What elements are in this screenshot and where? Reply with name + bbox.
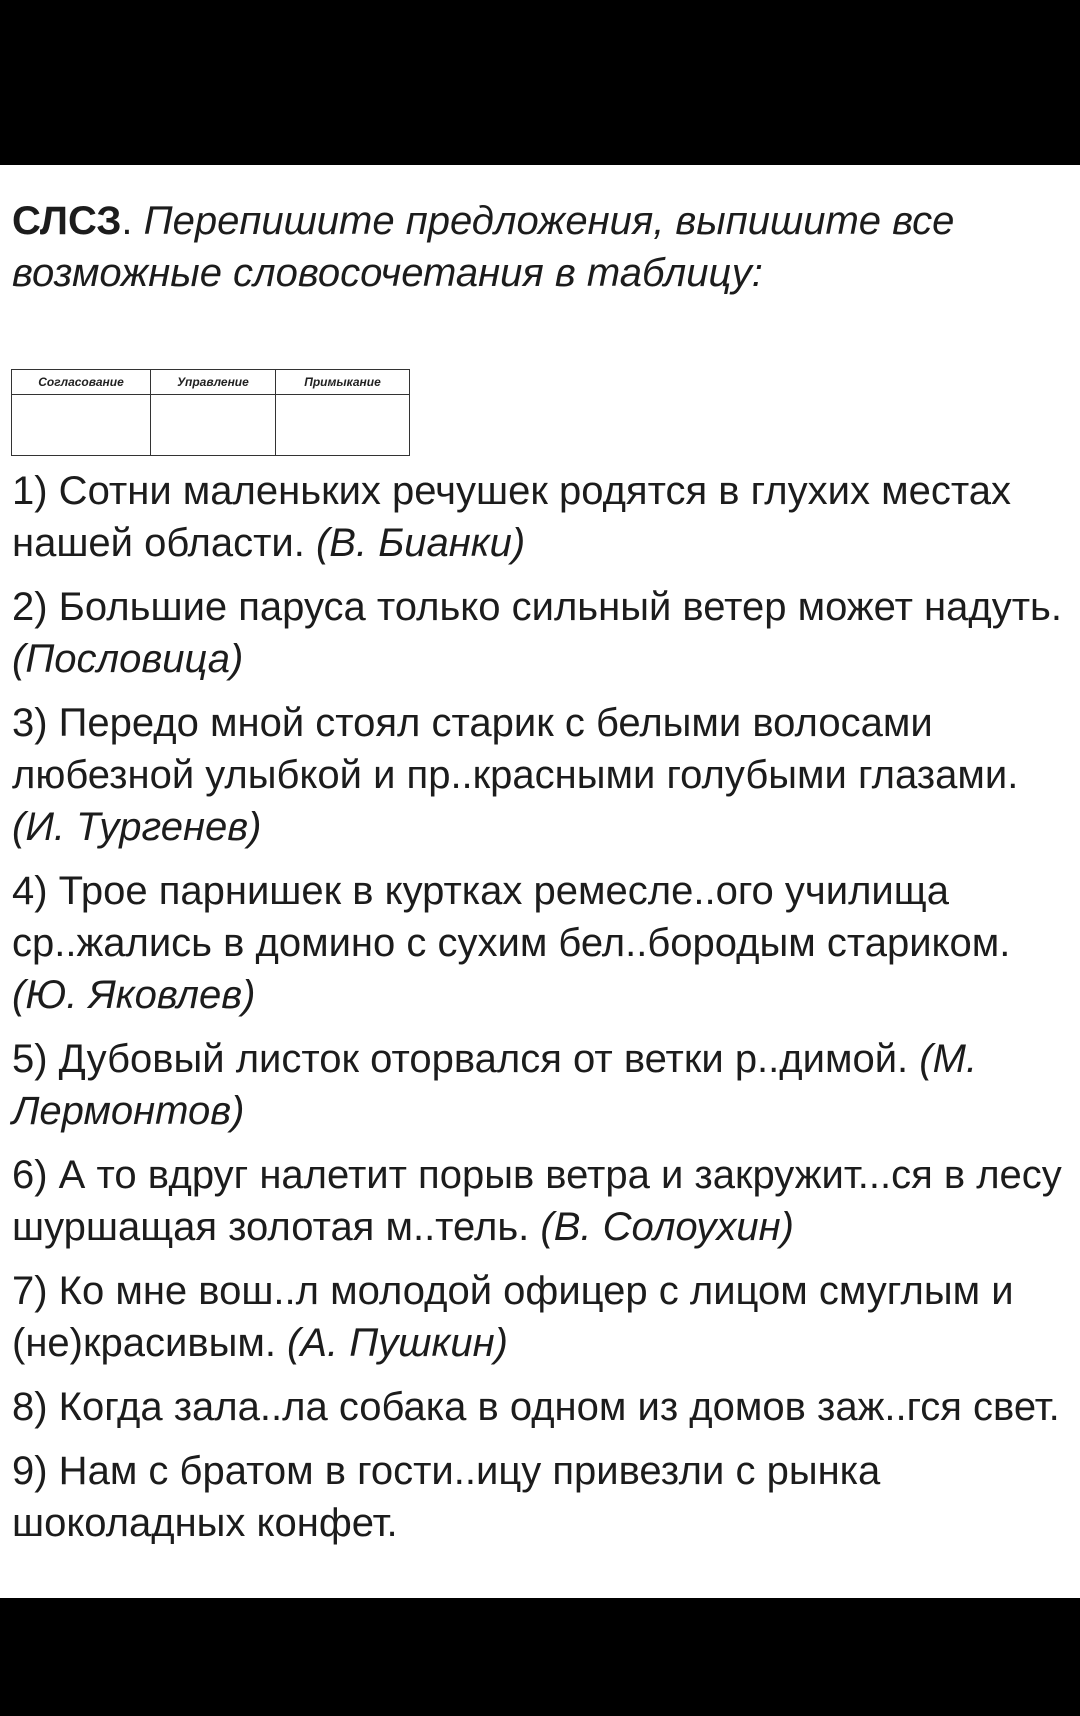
cell-agreement — [12, 395, 151, 456]
document-page — [0, 165, 1080, 1598]
task-heading — [12, 195, 1062, 299]
sentence-author: (В. Солоухин) — [540, 1205, 794, 1249]
sentence-3 — [12, 697, 1070, 853]
table-row — [12, 395, 410, 456]
cell-adjunction — [276, 395, 410, 456]
sentence-text: 9) Нам с братом в гости..ицу привезли с рынка шоколадных конфет. — [12, 1449, 881, 1545]
task-code: СЛСЗ — [12, 199, 122, 243]
sentence-text: 7) Ко мне вош..л молодой офицер с лицом смуглым и (не)красивым. — [12, 1269, 1014, 1365]
sentence-6 — [12, 1149, 1070, 1253]
header-agreement: Согласование — [12, 370, 151, 395]
sentence-text: 4) Трое парнишек в куртках ремесле..ого училища ср..жались в домино с сухим бел..бородым стариком. — [12, 869, 1011, 965]
sentence-author: (А. Пушкин) — [287, 1321, 508, 1365]
cell-government — [151, 395, 276, 456]
sentence-author: (Ю. Яковлев) — [12, 973, 256, 1017]
sentence-text: 3) Передо мной стоял старик с белыми волосами любезной улыбкой и пр..красными голубыми глазами. — [12, 701, 1019, 797]
sentence-author: (М. Лермонтов) — [12, 1037, 978, 1133]
header-government: Управление — [151, 370, 276, 395]
header-adjunction: Примыкание — [276, 370, 410, 395]
sentence-text: 6) А то вдруг налетит порыв ветра и закружит...ся в лесу шуршащая золотая м..тель. — [12, 1153, 1062, 1249]
sentence-text: 1) Сотни маленьких речушек родятся в глухих местах нашей области. — [12, 469, 1011, 565]
bottom-black-bar — [0, 1598, 1080, 1716]
sentence-5 — [12, 1033, 1070, 1137]
sentence-author: (И. Тургенев) — [12, 805, 262, 849]
sentence-2 — [12, 581, 1070, 685]
sentence-8 — [12, 1381, 1070, 1433]
sentence-9 — [12, 1445, 1070, 1549]
sentence-1 — [12, 465, 1070, 569]
sentence-4 — [12, 865, 1070, 1021]
sentence-text: 2) Большие паруса только сильный ветер может надуть. — [12, 585, 1062, 629]
sentence-author: (В. Бианки) — [315, 521, 526, 565]
table-header-row — [12, 370, 410, 395]
sentence-text: 8) Когда зала..ла собака в одном из домов заж..гся свет. — [12, 1385, 1060, 1429]
sentence-text: 5) Дубовый листок оторвался от ветки р..димой. — [12, 1037, 920, 1081]
answer-table — [11, 369, 410, 456]
task-separator: . — [121, 199, 144, 243]
sentence-7 — [12, 1265, 1070, 1369]
sentence-author: (Пословица) — [12, 637, 244, 681]
sentence-list — [12, 465, 1070, 1561]
task-instruction: Перепишите предложения, выпишите все возможные словосочетания в таблицу: — [12, 199, 955, 295]
top-black-bar — [0, 0, 1080, 165]
